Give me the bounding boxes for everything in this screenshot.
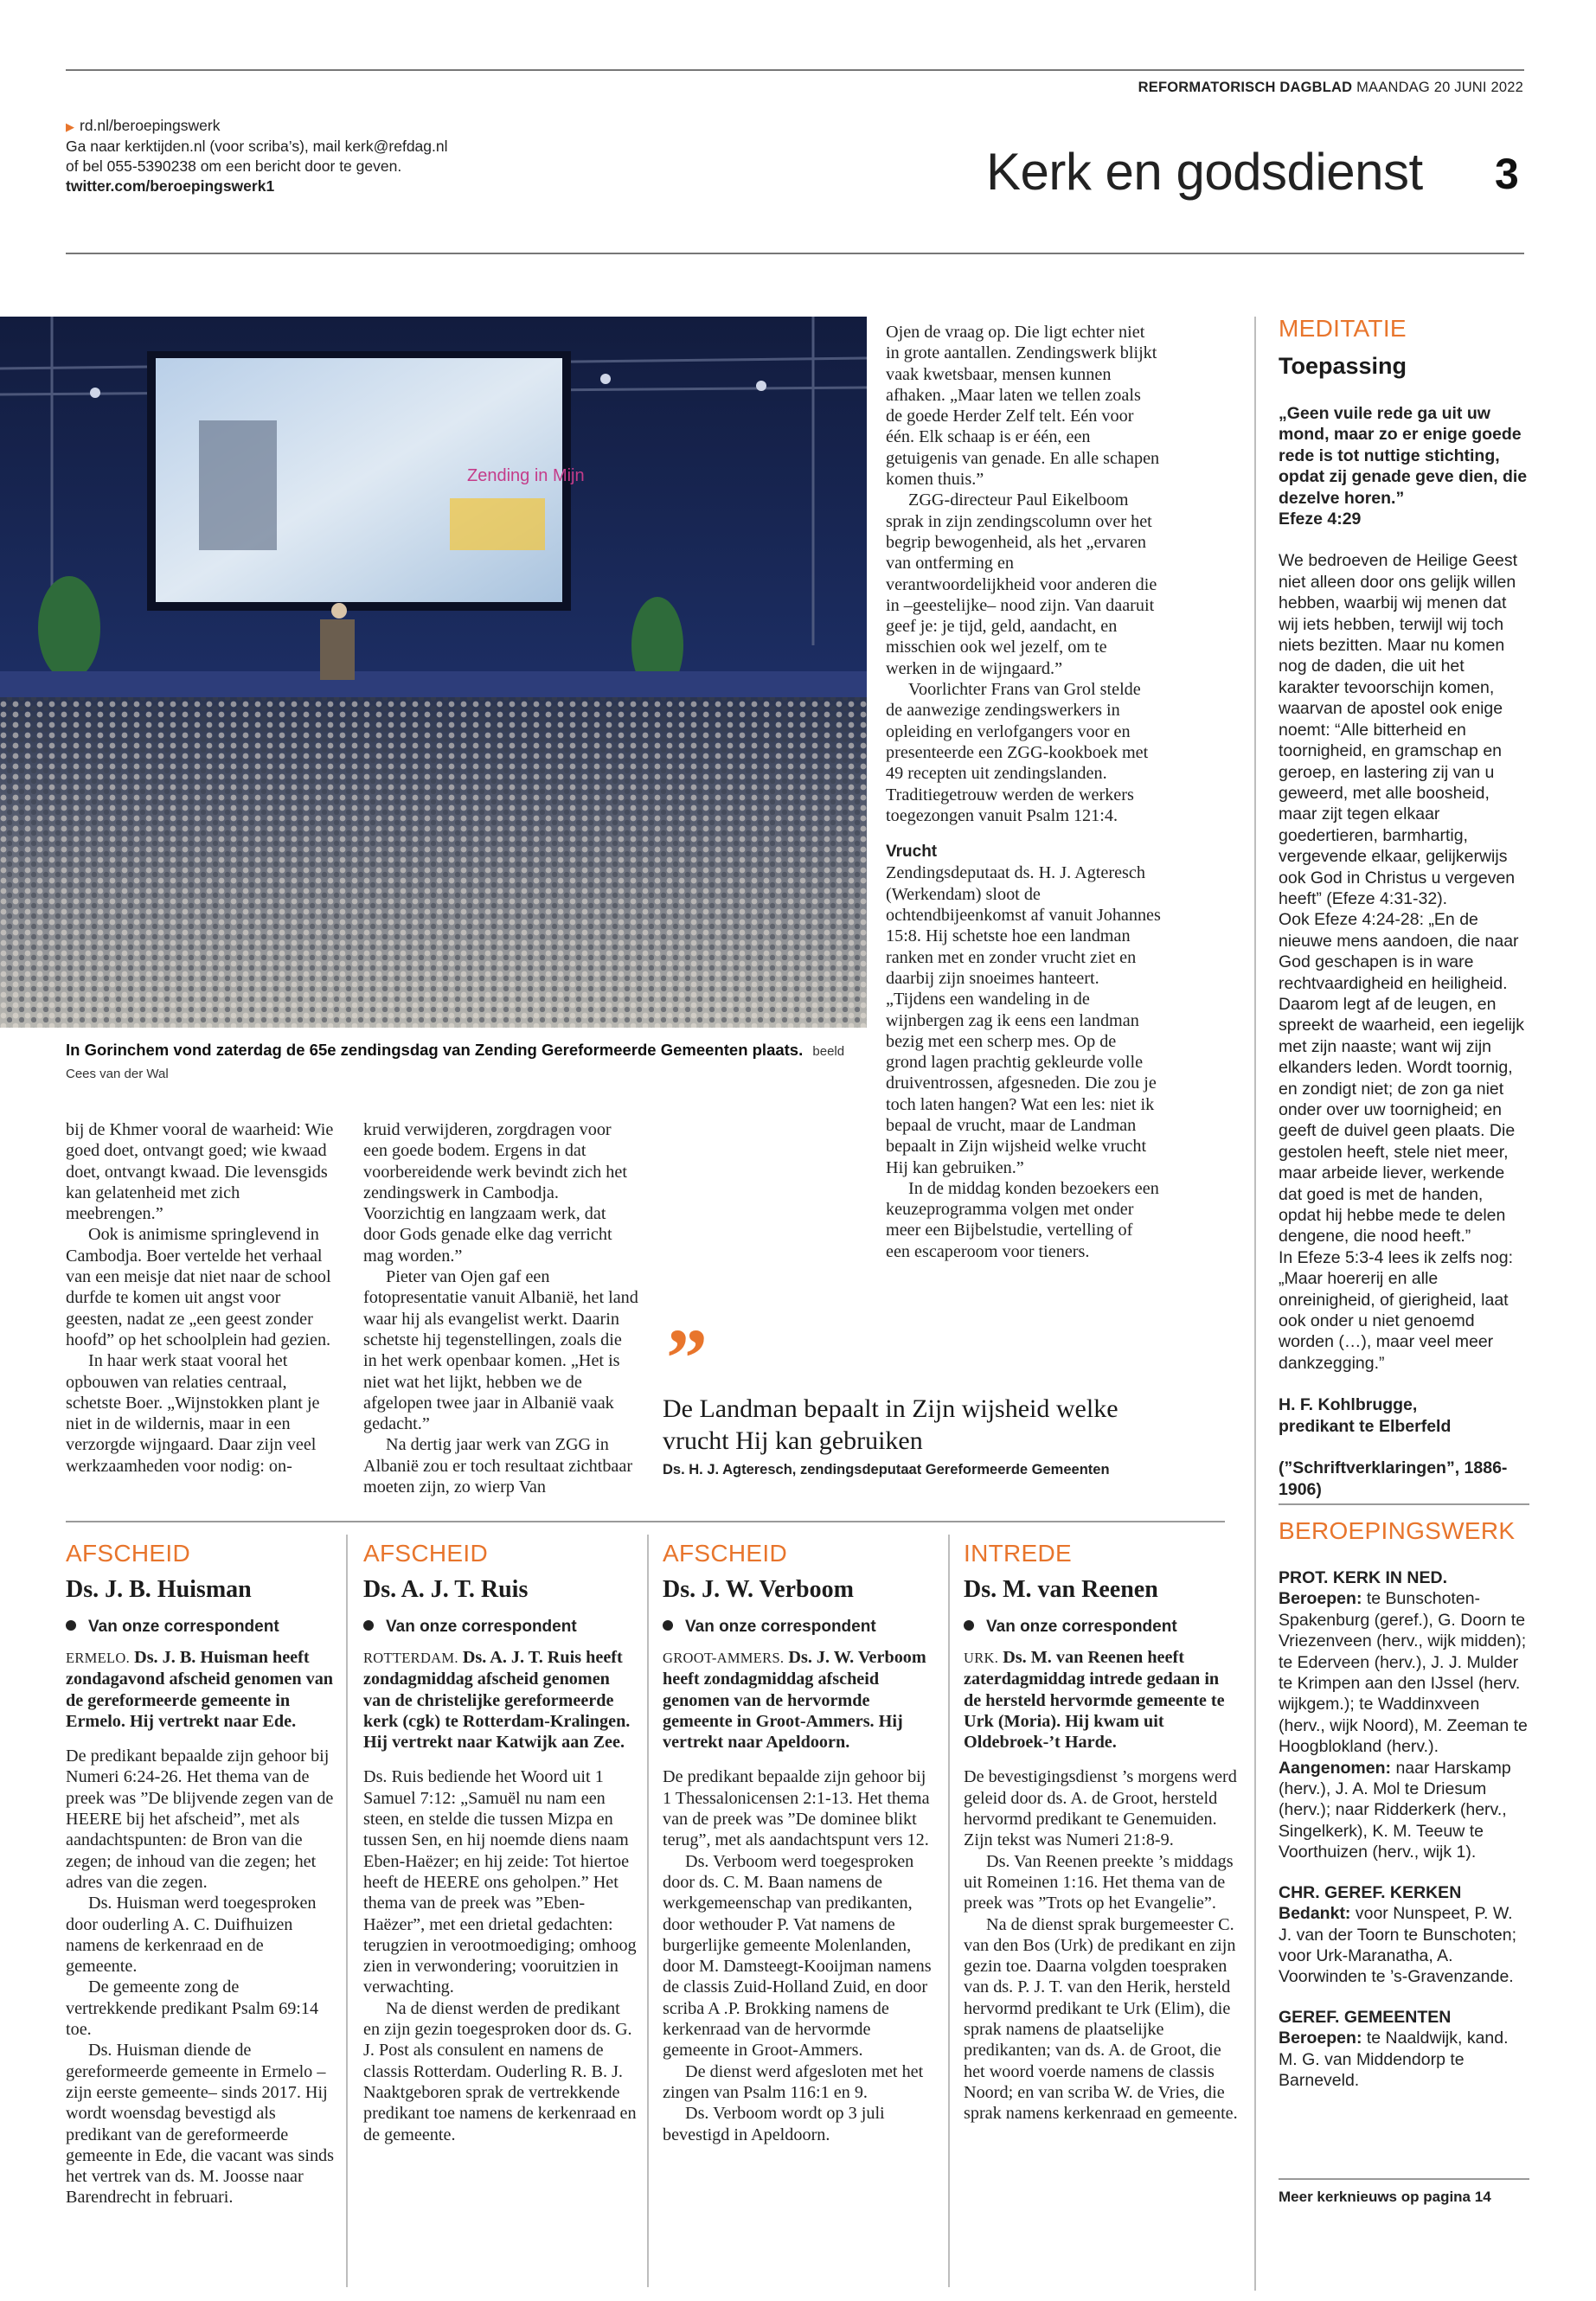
article-column-3 bbox=[886, 322, 1161, 1262]
article-paragraph: Pieter van Ojen gaf een fotopresentatie vanuit Albanië, het land waar hij als evangelist werkt. Daarin schetste hij tegenstellingen, zoals die in het werk openbaar komen. „Het is niet wat het lijkt, hebben we de afgelopen twee jaar in Albanië vaak gedacht.” bbox=[363, 1267, 638, 1434]
box-divider bbox=[948, 1535, 950, 2287]
denomination-title: CHR. GEREF. KERKEN bbox=[1279, 1882, 1462, 1902]
news-box-verboom bbox=[663, 1540, 936, 2145]
contact-line-2: of bel 055-5390238 om een bericht door te geven. bbox=[66, 157, 402, 175]
article-paragraph: ZGG-directeur Paul Eikelboom sprak in zijn zendingscolumn over het begrip bewogenheid, als het „ervaren van ontferming en verantwoordelijkheid voor anderen die in –geestelijke– nood zijn. Van daaruit geef je: je tijd, geld, aandacht, en misschien ook wel jezelf, om te werken in de wijngaard.” bbox=[886, 490, 1157, 678]
beroepingswerk-top-rule bbox=[1279, 1503, 1529, 1505]
screen-text: Zending in Mijn bbox=[467, 466, 585, 485]
box-title: Ds. J. W. Verboom bbox=[663, 1576, 854, 1603]
box-divider bbox=[647, 1535, 649, 2287]
meditatie-kicker: MEDITATIE bbox=[1279, 315, 1407, 342]
top-rule bbox=[66, 69, 1524, 71]
box-kicker: AFSCHEID bbox=[363, 1540, 488, 1567]
caption-text: In Gorinchem vond zaterdag de 65e zendingsdag van Zending Gereformeerde Gemeenten plaats. bbox=[66, 1041, 804, 1059]
entry-label: Bedankt: bbox=[1279, 1904, 1351, 1924]
box-paragraph: Ds. Huisman diende de gereformeerde gemeente in Ermelo –zijn eerste gemeente– sinds 2017. Hij wordt woensdag bevestigd als predikant van de gereformeerde gemeente in Ede, die vacant was sinds het vertrek van ds. M. Joosse naar Barendrecht in februari. bbox=[66, 2041, 334, 2208]
news-box-huisman bbox=[66, 1540, 334, 2208]
photo-caption bbox=[66, 1040, 853, 1085]
box-divider bbox=[346, 1535, 348, 2287]
article-column-1 bbox=[66, 1119, 334, 1477]
box-paragraph: Ds. Van Reenen preekte ’s middags uit Romeinen 1:16. Het thema van de preek was ”Trots op het Evangelie”. bbox=[964, 1851, 1234, 1913]
box-paragraph: De predikant bepaalde zijn gehoor bij 1 Thessalonicensen 2:1-13. Het thema van de preek was ”De dominee blikt terug”, met als aandachtspunt vers 12. bbox=[663, 1767, 930, 1850]
boxes-top-rule bbox=[66, 1521, 1225, 1522]
box-paragraph: Ds. Verboom werd toegesproken door ds. C. M. Baan namens de werkgemeenschap van predikanten, door wethouder P. Vat namens de burgerlijke gemeente Molenlanden, door M. Damsteegt-Kooijman namens de classis Zuid-Holland Zuid, en door scriba A .P. Brokking namens de kerkenraad van de hervormde gemeente in Groot-Ammers. bbox=[663, 1851, 932, 2061]
box-correspondent bbox=[663, 1618, 936, 1637]
correspondent-label: Van onze correspondent bbox=[986, 1618, 1177, 1636]
meditatie-verse: „Geen vuile rede ga uit uw mond, maar zo er enige goede rede is tot nuttige stichting, opdat zij genade geve dien, die dezelve horen.” bbox=[1279, 404, 1528, 508]
dateline: ERMELO. bbox=[66, 1650, 131, 1666]
article-paragraph: bij de Khmer vooral de waarheid: Wie goed doet, ontvangt goed; wie kwaad doet, ontvangt kwaad. Die levensgids kan gelatenheid met zich meebrengen.” bbox=[66, 1120, 334, 1224]
box-body bbox=[66, 1647, 334, 2208]
pull-quote-attribution: Ds. H. J. Agteresch, zendingsdeputaat Gereformeerde Gemeenten bbox=[663, 1462, 1110, 1477]
entry-label: Aangenomen: bbox=[1279, 1758, 1392, 1778]
beroepingswerk-entry bbox=[1279, 1903, 1529, 1988]
article-paragraph: kruid verwijderen, zorgdragen voor een goede bodem. Ergens in dat voorbereidende werk bevindt zich het zendingswerk in Cambodja. Voorzichtig en langzaam werk, dat door Gods genade elke dag verricht mag worden.” bbox=[363, 1120, 627, 1266]
conference-photo bbox=[0, 317, 867, 1028]
box-kicker: INTREDE bbox=[964, 1540, 1072, 1567]
entry-text: naar Harskamp (herv.), J. A. Mol te Driesum (herv.); naar Ridderkerk (herv., Singelkerk), K. M. Teeuw te Voorthuizen (herv., wijk 1). bbox=[1279, 1758, 1511, 1862]
dateline: URK. bbox=[964, 1650, 999, 1666]
bullet-icon bbox=[663, 1620, 673, 1631]
box-correspondent bbox=[66, 1618, 334, 1637]
more-news-rule bbox=[1279, 2178, 1529, 2180]
contact-line-1: Ga naar kerktijden.nl (voor scriba’s), mail kerk@refdag.nl bbox=[66, 138, 448, 155]
meditatie-verse-ref: Efeze 4:29 bbox=[1279, 510, 1362, 529]
beroepingswerk-entry bbox=[1279, 1588, 1529, 1757]
box-lead: Ds. M. van Reenen heeft zaterdagmiddag intrede gedaan in de hersteld hervormde gemeente te Urk (Moria). Hij kwam uit Oldebroek-’t Harde. bbox=[964, 1648, 1225, 1753]
denomination-title: PROT. KERK IN NED. bbox=[1279, 1568, 1448, 1587]
article-paragraph: Na dertig jaar werk van ZGG in Albanië zou er toch resultaat zichtbaar moeten zijn, zo wierp Van bbox=[363, 1435, 633, 1497]
box-kicker: AFSCHEID bbox=[663, 1540, 787, 1567]
meditatie-author: H. F. Kohlbrugge, bbox=[1279, 1395, 1418, 1415]
article-paragraph: Ook is animisme springlevend in Cambodja. Boer vertelde het verhaal van een meisje dat niet naar de school durfde te komen uit angst voor geesten, nadat ze „een geest zonder hoofd” op het schoolplein had gezien. bbox=[66, 1225, 331, 1349]
box-title: Ds. M. van Reenen bbox=[964, 1576, 1158, 1603]
quote-mark-icon: ” bbox=[666, 1311, 708, 1404]
more-news-link[interactable]: Meer kerknieuws op pagina 14 bbox=[1279, 2189, 1491, 2205]
article-paragraph: In de middag konden bezoekers een keuzeprogramma volgen met onder meer een Bijbelstudie, vertelling of een escaperoom voor tieners. bbox=[886, 1178, 1159, 1261]
meditatie-title: Toepassing bbox=[1279, 353, 1407, 379]
article-paragraph: In haar werk staat vooral het opbouwen van relaties centraal, schetste Boer. „Wijnstokken plant je niet in de wildernis, maar in een verzorgde wijngaard. Daar zijn veel werkzaamheden voor nodig: on- bbox=[66, 1351, 320, 1476]
meditatie-paragraph: Ook Efeze 4:24-28: „En de nieuwe mens aandoen, die naar God geschapen is in ware rechtvaardigheid en heiligheid. Daarom legt af de leugen, en spreekt de waarheid, een iegelijk met zijn naaste; want wij zijn elkanders leden. Wordt toornig, en zondigt niet; de zon ga niet onder over uw toornigheid; en geeft de duivel geen plaats. Die gestolen heeft, stele niet meer, maar arbeide liever, werkende dat goed is met de handen, opdat hij hebbe mede te delen dengene, die nood heeft.” bbox=[1279, 910, 1525, 1247]
box-paragraph: Ds. Ruis bediende het Woord uit 1 Samuel 7:12: „Samuël nu nam een steen, en stelde die tussen Mizpa en tussen Sen, en hij noemde diens naam Eben-Haëzer; en hij zeide: Tot hiertoe heeft de HEERE ons geholpen.” Het thema van de preek was ”Eben-Haëzer”, met een drietal gedachten: terugzien in verootmoediging; omhoog zien in verwondering; vooruitzien in verwachting. bbox=[363, 1767, 637, 1997]
meditatie-paragraph: In Efeze 5:3-4 lees ik zelfs nog: „Maar hoererij en alle onreinigheid, of gierigheid, laat ook onder u niet genoemd worden (…), maar veel meer dankzegging.” bbox=[1279, 1247, 1513, 1373]
box-paragraph: De bevestigingsdienst ’s morgens werd geleid door ds. A. de Groot, hersteld hervormd predikant te Genemuiden. Zijn tekst was Numeri 21:8-9. bbox=[964, 1767, 1237, 1850]
section-title: Kerk en godsdienst bbox=[986, 143, 1423, 201]
box-paragraph: De gemeente zong de vertrekkende predikant Psalm 69:14 toe. bbox=[66, 1977, 319, 2040]
box-paragraph: Na de dienst sprak burgemeester C. van den Bos (Urk) de predikant en zijn gezin toe. Daarna volgden toespraken van ds. P. J. T. van den Herik, hersteld hervormd predikant te Urk (Elim), die sprak namens de plaatselijke predikanten; van ds. A. de Groot, die het woord voerde namens de classis Noord; en van scriba W. de Vries, die sprak namens kerkenraad en gemeente. bbox=[964, 1914, 1238, 2124]
correspondent-label: Van onze correspondent bbox=[88, 1618, 279, 1636]
sidebar-divider bbox=[1254, 317, 1256, 2291]
box-paragraph: De dienst werd afgesloten met het zingen van Psalm 116:1 en 9. bbox=[663, 2061, 924, 2102]
article-paragraph: Ojen de vraag op. Die ligt echter niet in grote aantallen. Zendingswerk blijkt vaak kwetsbaar, mensen kunnen afhaken. „Maar laten we tellen zoals de goede Herder Zelf telt. Eén voor één. Elk schaap is er één, een getuigenis van genade. En alle schapen komen thuis.” bbox=[886, 323, 1160, 490]
entry-text: voor Nunspeet, P. W. J. van der Toorn te Bunschoten; voor Urk-Maranatha, A. Voorwinden te ’s-Gravenzande. bbox=[1279, 1904, 1516, 1987]
entry-label: Beroepen: bbox=[1279, 2029, 1362, 2048]
arrow-icon: ▶ bbox=[66, 120, 74, 133]
correspondent-label: Van onze correspondent bbox=[685, 1618, 876, 1636]
denomination-title: GEREF. GEMEENTEN bbox=[1279, 2007, 1452, 2027]
news-box-ruis bbox=[363, 1540, 638, 2145]
beroepingswerk-entry bbox=[1279, 2028, 1529, 2091]
box-lead: Ds. A. J. T. Ruis heeft zondagmiddag afscheid genomen van de christelijke gereformeerde kerk (cgk) te Rotterdam-Kralingen. Hij vertrekt naar Katwijk aan Zee. bbox=[363, 1648, 631, 1753]
dateline: ROTTERDAM. bbox=[363, 1650, 458, 1666]
beroepingswerk-list bbox=[1279, 1567, 1529, 2091]
box-correspondent bbox=[964, 1618, 1239, 1637]
box-body bbox=[964, 1647, 1239, 2125]
twitter-link[interactable]: twitter.com/beroepingswerk1 bbox=[66, 177, 275, 195]
box-body bbox=[363, 1647, 638, 2145]
meditatie-source: (”Schriftverklaringen”, 1886-1906) bbox=[1279, 1458, 1508, 1499]
pull-quote-text: De Landman bepaalt in Zijn wijsheid welke vrucht Hij kan gebruiken bbox=[663, 1394, 1118, 1455]
box-paragraph: De predikant bepaalde zijn gehoor bij Numeri 6:24-26. Het thema van de preek was ”De blijvende zegen van de HEERE bij het afscheid”, met als aandachtspunten: de Bron van die zegen; de inhoud van die zegen; het adres van die zegen. bbox=[66, 1747, 334, 1892]
beroepingswerk-link[interactable]: rd.nl/beroepingswerk bbox=[80, 117, 221, 134]
meditatie-paragraph: We bedroeven de Heilige Geest niet alleen door ons gelijk willen hebben, waarbij wij menen dat wij iets hebben, terwijl wij toch niets bezitten. Maar nu komen nog de daden, die uit het karakter tevoorschijn komen, waarvan de apostel ook enige noemt: “Alle bitterheid en toornigheid, en gramschap en geroep, en lastering zij van u geweerd, met alle boosheid, maar zijt tegen elkaar goedertieren, barmhartig, vergevende elkaar, gelijkerwijs ook God in Christus u vergeven heeft” (Efeze 4:31-32). bbox=[1279, 551, 1518, 908]
header-rule bbox=[66, 253, 1524, 254]
box-paragraph: Ds. Verboom wordt op 3 juli bevestigd in Apeldoorn. bbox=[663, 2104, 885, 2144]
box-lead: Ds. J. W. Verboom heeft zondagmiddag afscheid genomen van de hervormde gemeente in Groot-Ammers. Hij vertrekt naar Apeldoorn. bbox=[663, 1648, 926, 1753]
entry-text: te Bunschoten-Spakenburg (geref.), G. Doorn te Vriezenveen (herv., wijk midden); te Ederveen (herv.), J. J. Mulder te Krimpen aan den IJssel (herv. wijkgem.); te Waddinxveen (herv., wijk Noord), M. Zeeman te Hoogblokland (herv.). bbox=[1279, 1589, 1528, 1757]
news-box-van-reenen bbox=[964, 1540, 1239, 2125]
bullet-icon bbox=[66, 1620, 76, 1631]
contact-block bbox=[66, 116, 448, 196]
bullet-icon bbox=[363, 1620, 374, 1631]
meditatie-body bbox=[1279, 403, 1529, 1500]
article-subhead: Vrucht bbox=[886, 843, 938, 862]
page-number: 3 bbox=[1495, 150, 1519, 198]
photo-illustration bbox=[0, 317, 867, 1028]
box-body bbox=[663, 1647, 936, 2145]
box-correspondent bbox=[363, 1618, 638, 1637]
correspondent-label: Van onze correspondent bbox=[386, 1618, 577, 1636]
dateline: GROOT-AMMERS. bbox=[663, 1650, 785, 1666]
meditatie-author-role: predikant te Elberfeld bbox=[1279, 1416, 1452, 1436]
article-paragraph: Zendingsdeputaat ds. H. J. Agteresch (Werkendam) sloot de ochtendbijeenkomst af vanuit Johannes 15:8. Hij schetste hoe een landman ranken met en zonder vrucht ziet en daarbij zijn snoeimes hanteert. „Tijdens een wandeling in de wijnbergen zag ik eens een landman bezig met een scherp mes. Op de grond lagen prachtig gekleurde volle druiventrossen, afgesneden. Die zou je toch laten hangen? Wat een les: niet ik bepaal de vrucht, maar de Landman bepaalt in Zijn wijsheid welke vrucht Hij kan gebruiken.” bbox=[886, 863, 1161, 1177]
entry-label: Beroepen: bbox=[1279, 1589, 1362, 1609]
article-paragraph: Voorlichter Frans van Grol stelde de aanwezige zendingswerkers in opleiding en verlofgangers voor en presenteerde een ZGG-kookboek met 49 recepten uit zendingslanden. Traditiegetrouw werden de werkers toegezongen vanuit Psalm 121:4. bbox=[886, 680, 1149, 825]
box-lead: Ds. J. B. Huisman heeft zondagavond afscheid genomen van de gereformeerde gemeente in Ermelo. Hij vertrekt naar Ede. bbox=[66, 1648, 334, 1731]
article-column-2 bbox=[363, 1119, 638, 1497]
masthead-line bbox=[1138, 80, 1523, 96]
photo-credit: beeld Cees van der Wal bbox=[66, 1044, 845, 1081]
box-title: Ds. J. B. Huisman bbox=[66, 1576, 252, 1603]
box-title: Ds. A. J. T. Ruis bbox=[363, 1576, 529, 1603]
entry-text: te Naaldwijk, kand. M. G. van Middendorp te Barneveld. bbox=[1279, 2029, 1509, 2090]
box-kicker: AFSCHEID bbox=[66, 1540, 190, 1567]
issue-date: MAANDAG 20 JUNI 2022 bbox=[1356, 80, 1523, 95]
box-paragraph: Na de dienst werden de predikant en zijn gezin toegesproken door ds. G. J. Post als consulent en namens de classis Rotterdam. Ouderling R. B. J. Naaktgeboren sprak de vertrekkende predikant toe namens de kerkenraad en de gemeente. bbox=[363, 1998, 637, 2144]
publication-name: REFORMATORISCH DAGBLAD bbox=[1138, 80, 1353, 95]
beroepingswerk-kicker: BEROEPINGSWERK bbox=[1279, 1517, 1516, 1544]
box-paragraph: Ds. Huisman werd toegesproken door ouderling A. C. Duifhuizen namens de kerkenraad en de gemeente. bbox=[66, 1894, 317, 1977]
beroepingswerk-entry bbox=[1279, 1758, 1529, 1863]
bullet-icon bbox=[964, 1620, 974, 1631]
